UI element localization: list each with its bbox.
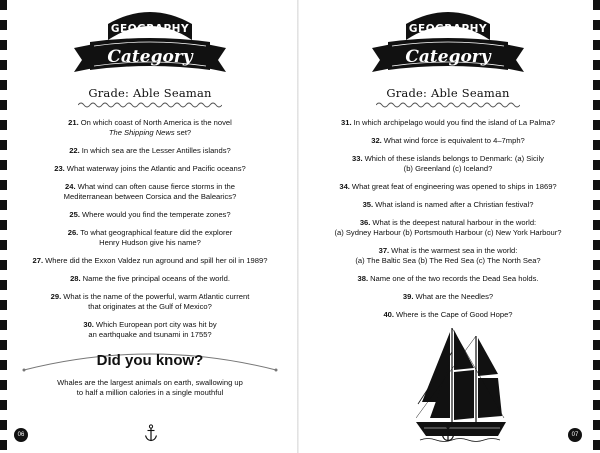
checkered-edge-left — [0, 0, 7, 453]
did-you-know-title: Did you know? — [96, 352, 204, 369]
question-item: 33. Which of these islands belongs to Denmark: (a) Sicily (b) Greenland (c) Iceland? — [352, 154, 544, 173]
question-item: 29. What is the name of the powerful, warm Atlantic current that originates at the Gulf of Mexico? — [50, 292, 250, 311]
question-item: 24. What wind can often cause fierce storms in the Mediterranean between Corsica and the Balearics? — [63, 182, 237, 201]
page-number: 07 — [568, 428, 582, 442]
question-item: 39. What are the Needles? — [402, 292, 494, 301]
question-item: 22. In which sea are the Lesser Antilles islands? — [69, 146, 231, 155]
category-banner — [368, 10, 528, 80]
category-banner — [70, 10, 230, 80]
book-gutter — [297, 0, 299, 453]
squiggle-divider-icon — [78, 101, 222, 109]
grade-heading: Grade: Able Seaman — [386, 86, 510, 100]
squiggle-divider-icon — [376, 101, 520, 109]
question-item: 21. On which coast of North America is the novel The Shipping News set? — [68, 118, 232, 137]
question-item: 40. Where is the Cape of Good Hope? — [383, 310, 513, 319]
question-item: 30. Which European port city was hit by an earthquake and tsunami in 1755? — [83, 320, 217, 339]
question-item: 37. What is the warmest sea in the world: (a) The Baltic Sea (b) The Red Sea (c) The North Sea? — [355, 246, 541, 265]
banner-title: GEOGRAPHY — [408, 23, 488, 35]
question-item: 32. What wind force is equivalent to 4–7mph? — [371, 136, 525, 145]
question-list — [304, 118, 592, 328]
question-item: 31. In which archipelago would you find the island of La Palma? — [341, 118, 555, 127]
question-item: 35. What island is named after a Christian festival? — [362, 200, 534, 209]
question-item: 23. What waterway joins the Atlantic and Pacific oceans? — [54, 164, 246, 173]
banner-ribbon-icon — [70, 10, 230, 80]
sailing-ship-icon — [416, 322, 506, 444]
anchor-icon — [441, 424, 455, 442]
question-item: 34. What great feat of engineering was opened to ships in 1869? — [339, 182, 557, 191]
question-item: 25. Where would you find the temperate zones? — [69, 210, 231, 219]
grade-heading: Grade: Able Seaman — [88, 86, 212, 100]
question-item: 28. Name the five principal oceans of the world. — [70, 274, 230, 283]
question-list — [8, 118, 292, 348]
anchor-icon — [144, 424, 158, 442]
did-you-know-box — [18, 342, 282, 412]
banner-ribbon-icon — [368, 10, 528, 80]
question-item: 27. Where did the Exxon Valdez run aground and spill her oil in 1989? — [32, 256, 268, 265]
banner-title: GEOGRAPHY — [110, 23, 190, 35]
page-number: 06 — [14, 428, 28, 442]
checkered-edge-right — [593, 0, 600, 453]
question-item: 38. Name one of the two records the Dead Sea holds. — [357, 274, 539, 283]
banner-subtitle: Category — [107, 47, 193, 67]
question-item: 36. What is the deepest natural harbour in the world: (a) Sydney Harbour (b) Portsmouth Harbour (c) New York Harbour? — [334, 218, 562, 237]
right-page — [304, 0, 592, 453]
did-you-know-text: Whales are the largest animals on earth, swallowing up to half a million calories in a single mouthful — [57, 378, 243, 397]
question-item: 26. To what geographical feature did the explorer Henry Hudson give his name? — [67, 228, 233, 247]
banner-subtitle: Category — [405, 47, 491, 67]
left-page — [8, 0, 292, 453]
